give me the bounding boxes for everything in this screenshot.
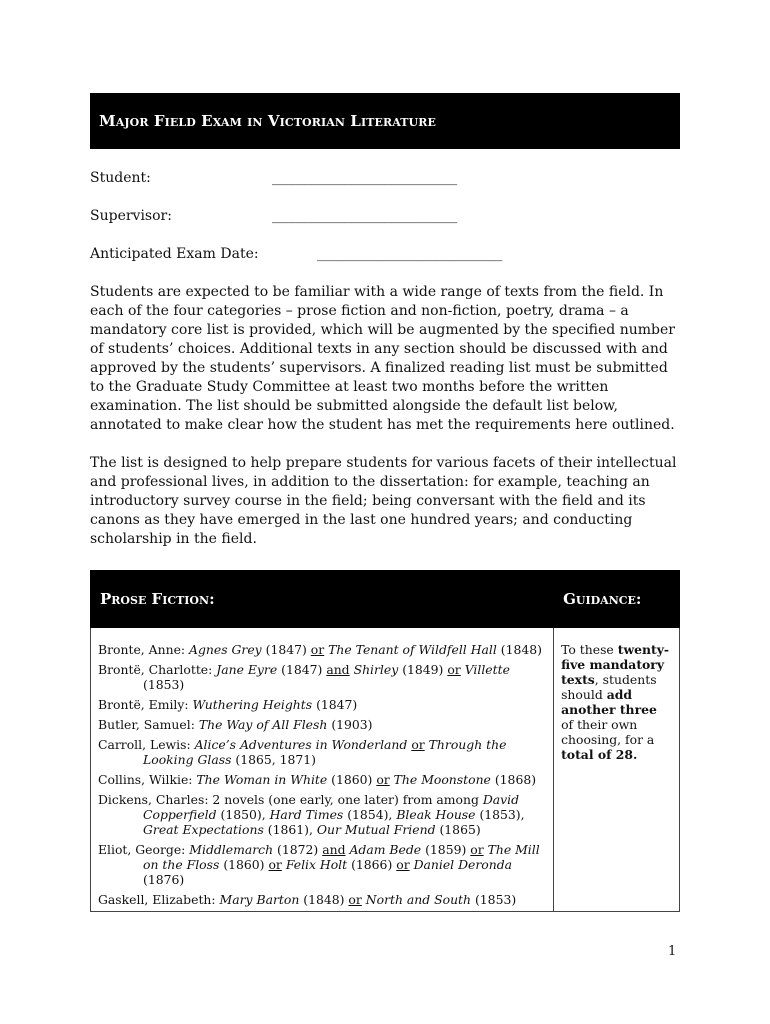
list-item: Brontë, Charlotte: Jane Eyre (1847) and Shirley (1849) or Villette (1853)	[98, 662, 510, 692]
supervisor-field	[90, 206, 457, 226]
supervisor-label: Supervisor:	[90, 208, 172, 224]
guidance-header: Guidance:	[554, 571, 680, 628]
exam-title: Major Field Exam in Victorian Literature	[99, 112, 436, 130]
student-label: Student:	[90, 170, 151, 186]
student-field	[90, 168, 457, 188]
list-item: Collins, Wilkie: The Woman in White (1860) or The Moonstone (1868)	[98, 772, 537, 787]
prose-fiction-table	[90, 570, 680, 912]
purpose-paragraph: The list is designed to help prepare students for various facets of their intellectual and professional lives, in addition to the dissertation: for example, teaching an introductory survey course in the field; being conversant with the field and its canons as they have emerged in the last one hundred years; and conducting scholarship in the field.	[90, 455, 677, 547]
list-item: Carroll, Lewis: Alice’s Adventures in Wonderland or Through the Looking Glass (1865, 1871)	[98, 737, 507, 767]
exam-date-blank[interactable]: ____________________________	[317, 246, 502, 262]
exam-date-label: Anticipated Exam Date:	[90, 246, 259, 262]
list-item: Dickens, Charles: 2 novels (one early, one later) from among David Copperfield (1850), Hard Times (1854), Bleak House (1853), Great Expectations (1861), Our Mutual Friend (1865)	[98, 792, 525, 837]
supervisor-blank[interactable]: ____________________________	[272, 208, 457, 224]
intro-paragraph: Students are expected to be familiar with a wide range of texts from the field. In each of the four categories – prose fiction and non-fiction, poetry, drama – a mandatory core list is provided, which will be augmented by the specified number of students’ choices. Additional texts in any section should be discussed with and approved by the students’ supervisors. A finalized reading list must be submitted to the Graduate Study Committee at least two months before the written examination. The list should be submitted alongside the default list below, annotated to make clear how the student has met the requirements here outlined.	[90, 284, 675, 433]
list-item: Brontë, Emily: Wuthering Heights (1847)	[98, 697, 358, 712]
student-blank[interactable]: ____________________________	[272, 170, 457, 186]
exam-title-bar	[90, 93, 680, 149]
list-item: Bronte, Anne: Agnes Grey (1847) or The Tenant of Wildfell Hall (1848)	[98, 642, 542, 657]
list-item: Gaskell, Elizabeth: Mary Barton (1848) or North and South (1853)	[98, 892, 517, 907]
list-item: Butler, Samuel: The Way of All Flesh (1903)	[98, 717, 373, 732]
page-number: 1	[668, 944, 677, 959]
guidance-cell: To these twenty-five mandatory texts, students should add another three of their own choosing, for a total of 28.	[554, 628, 680, 912]
exam-date-field	[90, 244, 502, 264]
prose-fiction-list	[91, 628, 554, 912]
prose-fiction-header: Prose Fiction:	[91, 571, 554, 628]
list-item: Eliot, George: Middlemarch (1872) and Adam Bede (1859) or The Mill on the Floss (1860) or Felix Holt (1866) or Daniel Deronda (1876)	[98, 842, 540, 887]
